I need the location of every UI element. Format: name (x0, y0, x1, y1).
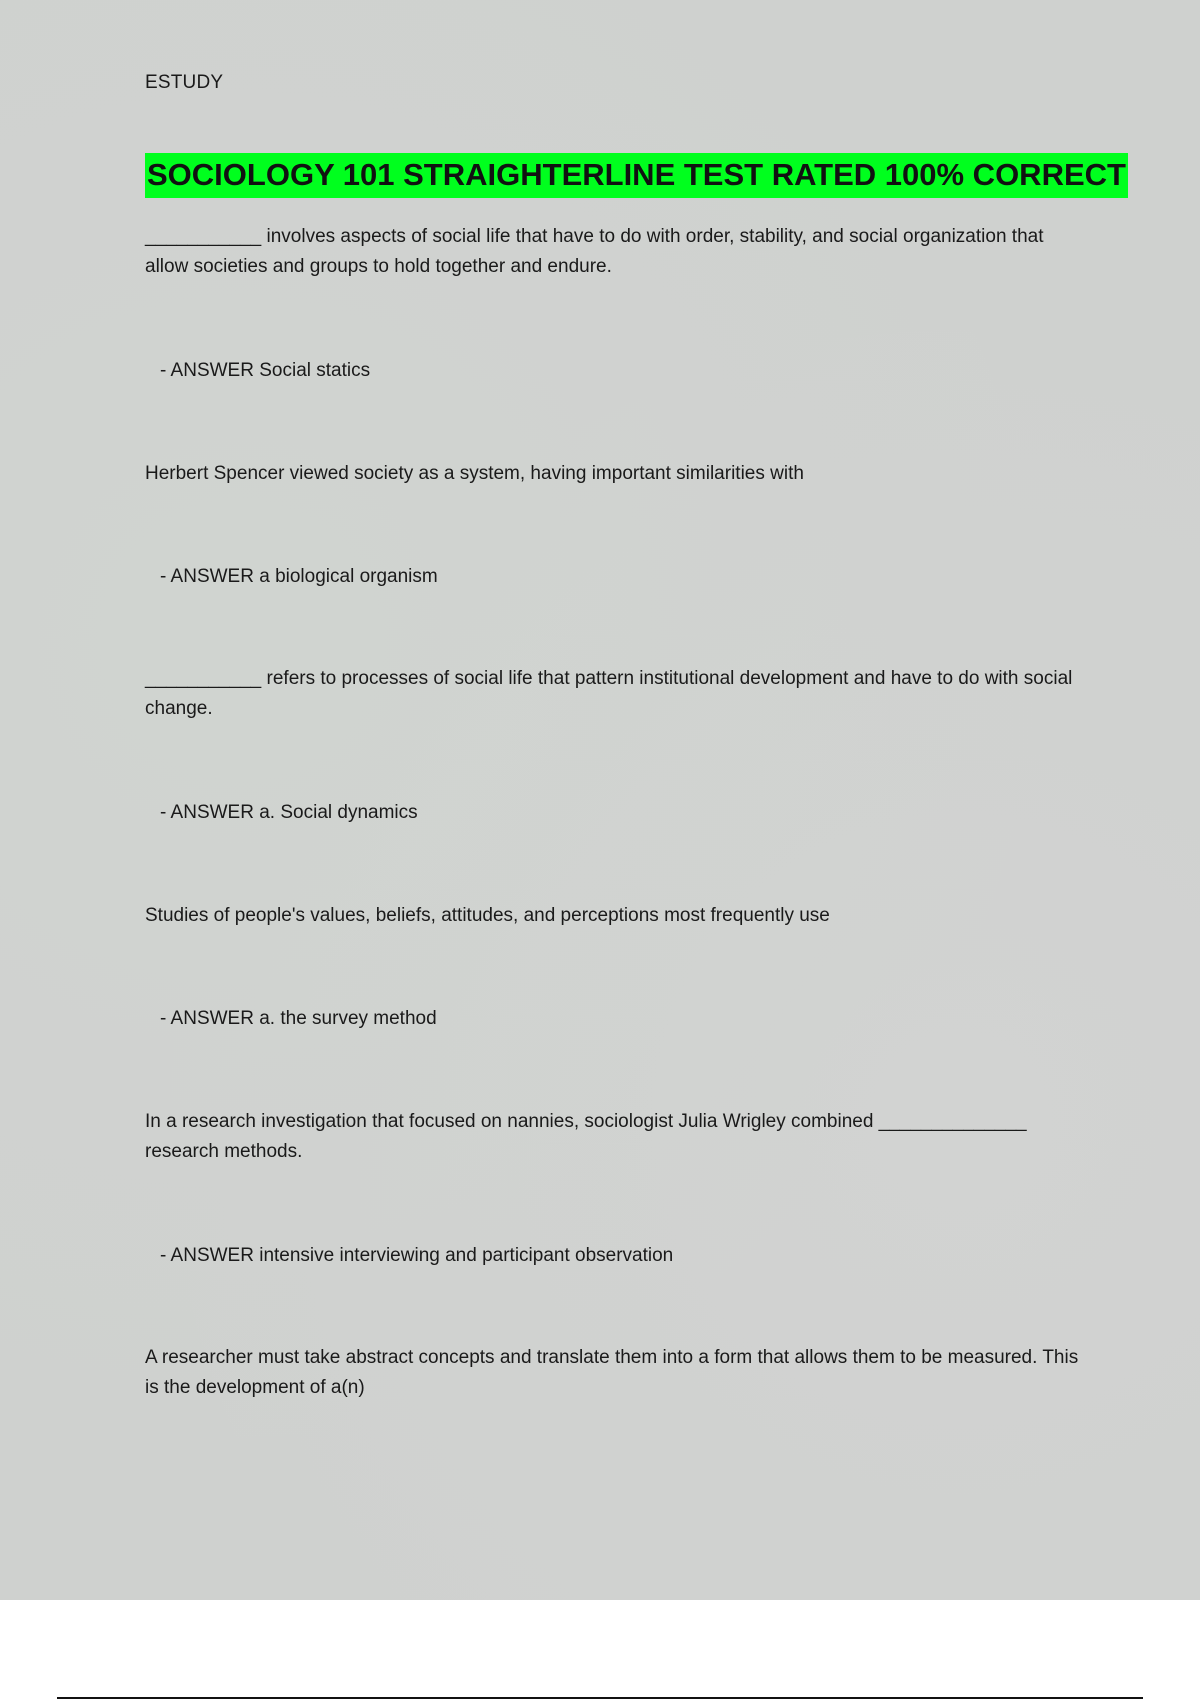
header-label: ESTUDY (145, 72, 224, 93)
answer-5: - ANSWER intensive interviewing and participant observation (160, 1245, 674, 1266)
answer-1: - ANSWER Social statics (160, 360, 371, 381)
footer-divider (57, 1697, 1143, 1699)
document-title: SOCIOLOGY 101 STRAIGHTERLINE TEST RATED 100% CORRECT (145, 153, 1128, 198)
question-4: Studies of people's values, beliefs, attitudes, and perceptions most frequently use (145, 905, 830, 926)
question-1: ___________ involves aspects of social life that have to do with order, stability, and social organization that allow societies and groups to hold together and endure. (145, 226, 1044, 277)
answer-4: - ANSWER a. the survey method (160, 1008, 437, 1029)
question-3: ___________ refers to processes of social life that pattern institutional development and have to do with social change. (145, 668, 1073, 719)
answer-3: - ANSWER a. Social dynamics (160, 802, 418, 823)
answer-2: - ANSWER a biological organism (160, 566, 438, 587)
question-5: In a research investigation that focused on nannies, sociologist Julia Wrigley combined ______________ research methods. (145, 1111, 1027, 1162)
question-2: Herbert Spencer viewed society as a system, having important similarities with (145, 463, 804, 484)
question-6: A researcher must take abstract concepts and translate them into a form that allows them to be measured. This is the development of a(n) (145, 1347, 1079, 1398)
